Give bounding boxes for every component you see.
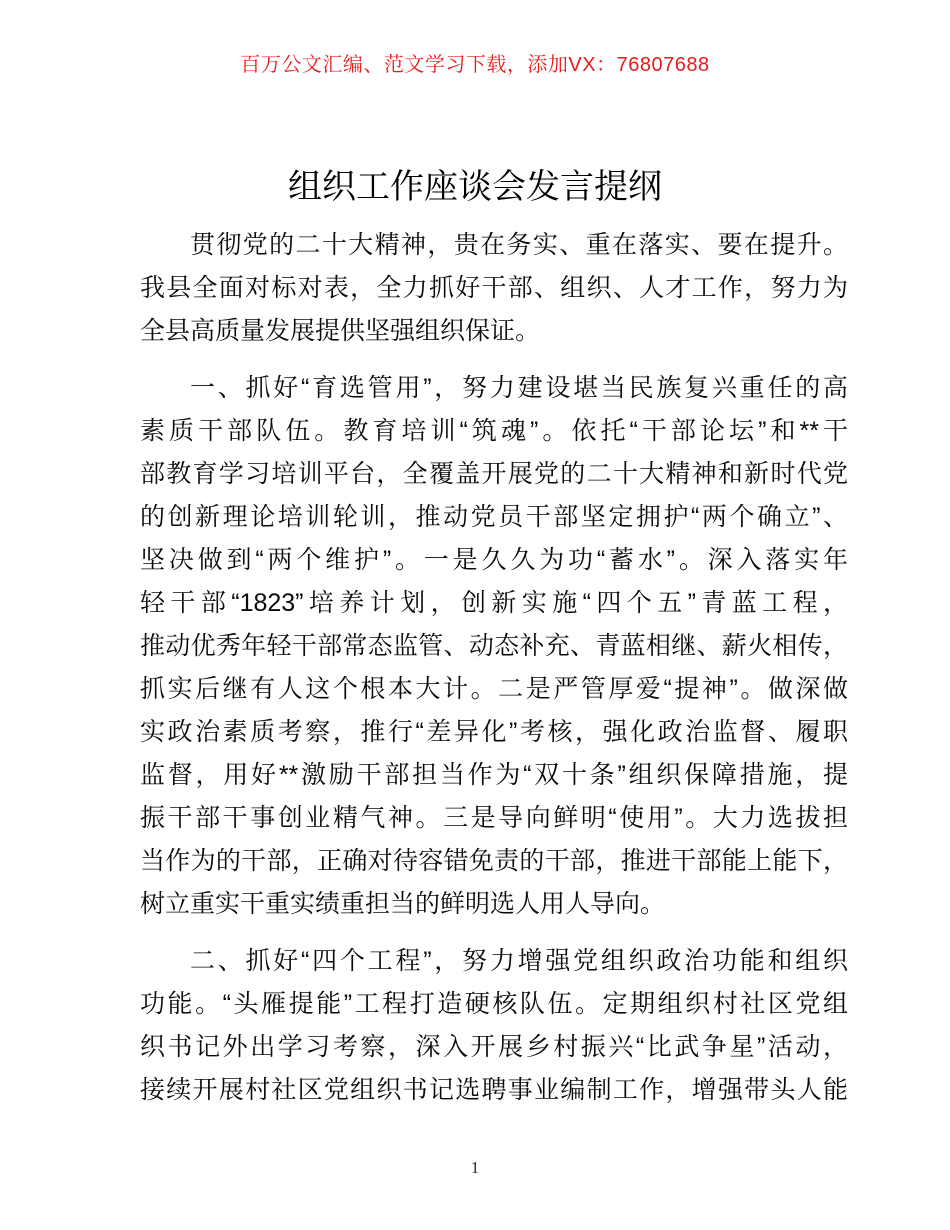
text-line: 接续开展村社区党组织书记选聘事业编制工作，增强带头人能 <box>140 1076 848 1104</box>
text-line: 二、抓好“四个工程”，努力增强党组织政治功能和组织 <box>190 947 848 975</box>
text-line: 振干部干事创业精气神。三是导向鲜明“使用”。大力选拔担 <box>140 804 848 832</box>
text-line: 监督，用好**激励干部担当作为“双十条”组织保障措施，提 <box>140 761 848 789</box>
text-line: 一、抓好“育选管用”，努力建设堪当民族复兴重任的高 <box>190 374 848 402</box>
paragraph <box>140 224 848 353</box>
text-line: 抓实后继有人这个根本大计。二是严管厚爱“提神”。做深做 <box>140 675 848 703</box>
text-line: 轻干部“1823”培养计划，创新实施“四个五”青蓝工程， <box>140 589 848 617</box>
text-line: 当作为的干部，正确对待容错免责的干部，推进干部能上能下， <box>140 847 848 875</box>
paragraph <box>140 367 848 926</box>
text-line: 贯彻党的二十大精神，贵在务实、重在落实、要在提升。 <box>190 231 848 259</box>
promo-header-text: 百万公文汇编、范文学习下载，添加VX：76807688 <box>240 54 710 76</box>
text-line: 实政治素质考察，推行“差异化”考核，强化政治监督、履职 <box>140 718 848 746</box>
document-title: 组织工作座谈会发言提纲 <box>288 168 662 206</box>
text-line: 织书记外出学习考察，深入开展乡村振兴“比武争星”活动， <box>140 1033 848 1061</box>
text-line: 推动优秀年轻干部常态监管、动态补充、青蓝相继、薪火相传， <box>140 632 848 660</box>
document-body <box>140 224 848 1112</box>
text-line: 功能。“头雁提能”工程打造硬核队伍。定期组织村社区党组 <box>140 990 848 1018</box>
text-line: 全县高质量发展提供坚强组织保证。 <box>140 317 541 345</box>
page-number: 1 <box>470 1158 480 1177</box>
text-line: 树立重实干重实绩重担当的鲜明选人用人导向。 <box>140 890 666 918</box>
page-footer <box>0 1158 950 1178</box>
text-line: 素质干部队伍。教育培训“筑魂”。依托“干部论坛”和**干 <box>140 417 848 445</box>
text-line: 的创新理论培训轮训，推动党员干部坚定拥护“两个确立”、 <box>140 503 848 531</box>
promo-header <box>0 0 950 78</box>
paragraph <box>140 940 848 1112</box>
text-line: 坚决做到“两个维护”。一是久久为功“蓄水”。深入落实年 <box>140 546 848 574</box>
text-line: 部教育学习培训平台，全覆盖开展党的二十大精神和新时代党 <box>140 460 848 488</box>
text-line: 我县全面对标对表，全力抓好干部、组织、人才工作，努力为 <box>140 274 848 302</box>
